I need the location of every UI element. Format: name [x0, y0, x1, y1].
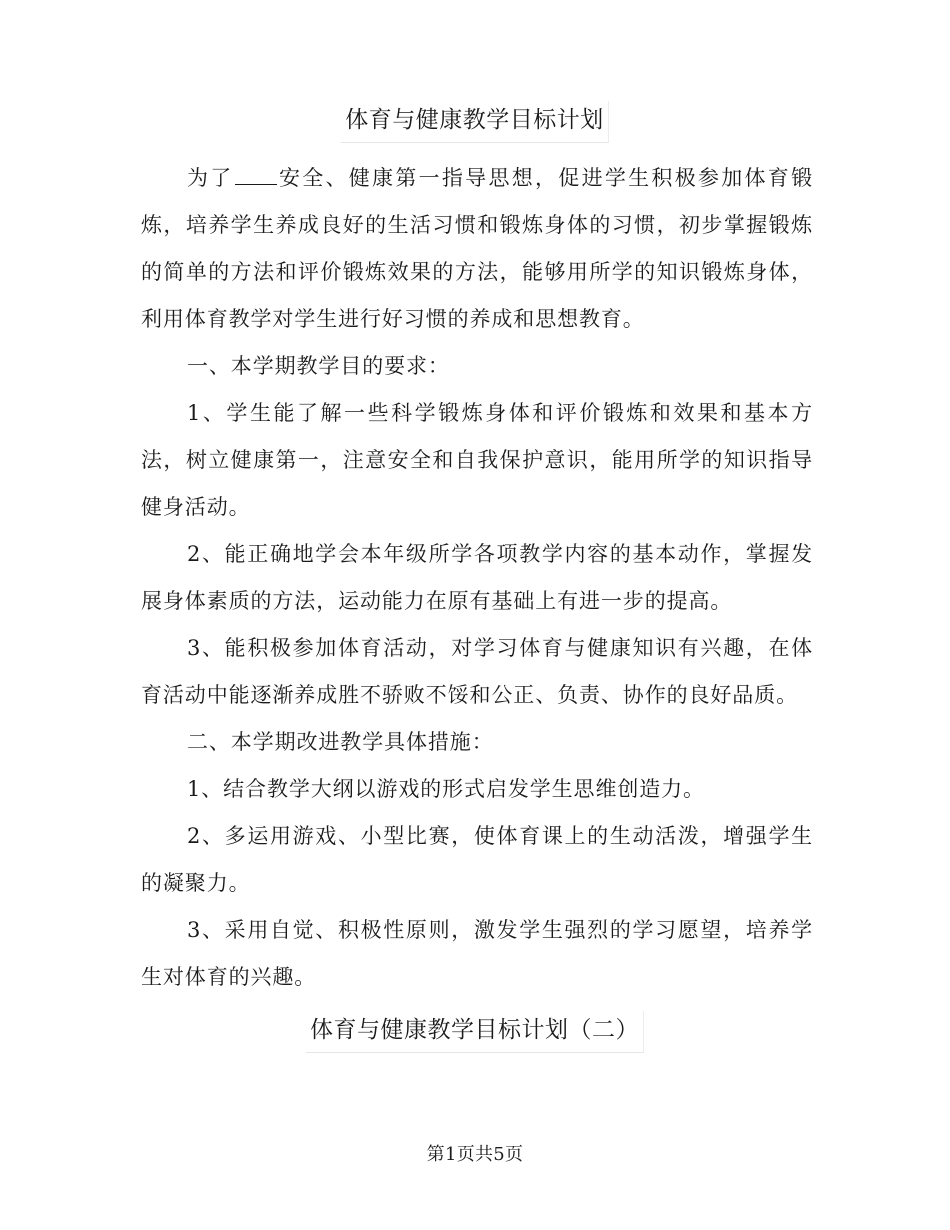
section1-item-3: 3、能积极参加体育活动，对学习体育与健康知识有兴趣，在体育活动中能逐渐养成胜不骄败不馁和公正、负责、协作的良好品质。: [141, 636, 813, 707]
section2-item-2: 2、多运用游戏、小型比赛，使体育课上的生动活泼，增强学生的凝聚力。: [141, 824, 813, 895]
fill-in-blank: [235, 166, 277, 185]
page-number: 第1页共5页: [426, 1144, 524, 1165]
intro-paragraph: [141, 155, 813, 343]
section2-item-1: 1、结合教学大纲以游戏的形式启发学生思维创造力。: [187, 777, 705, 801]
section1-item-2: 2、能正确地学会本年级所学各项教学内容的基本动作，掌握发展身体素质的方法，运动能力在原有基础上有进一步的提高。: [141, 542, 813, 613]
intro-text-before-blank: 为了: [187, 166, 234, 190]
intro-text-after-blank: 安全、健康第一指导思想，促进学生积极参加体育锻炼，培养学生养成良好的生活习惯和锻炼身体的习惯，初步掌握锻炼的简单的方法和评价锻炼效果的方法，能够用所学的知识锻炼身体，利用体育教学对学生进行好习惯的养成和思想教育。: [141, 166, 813, 331]
page-footer: [0, 1140, 950, 1166]
second-document-title: [0, 1011, 950, 1053]
section1-heading: 一、本学期教学目的要求：: [187, 354, 450, 378]
section2-heading: 二、本学期改进教学具体措施：: [187, 730, 494, 754]
second-document-title-text: 体育与健康教学目标计划（二）: [306, 1011, 644, 1053]
section1-item-1: 1、学生能了解一些科学锻炼身体和评价锻炼和效果和基本方法，树立健康第一，注意安全和自我保护意识，能用所学的知识指导健身活动。: [141, 401, 813, 519]
section2-item-3: 3、采用自觉、积极性原则，激发学生强烈的学习愿望，培养学生对体育的兴趣。: [141, 918, 813, 989]
document-title: [0, 101, 950, 143]
document-title-text: 体育与健康教学目标计划: [341, 101, 609, 143]
